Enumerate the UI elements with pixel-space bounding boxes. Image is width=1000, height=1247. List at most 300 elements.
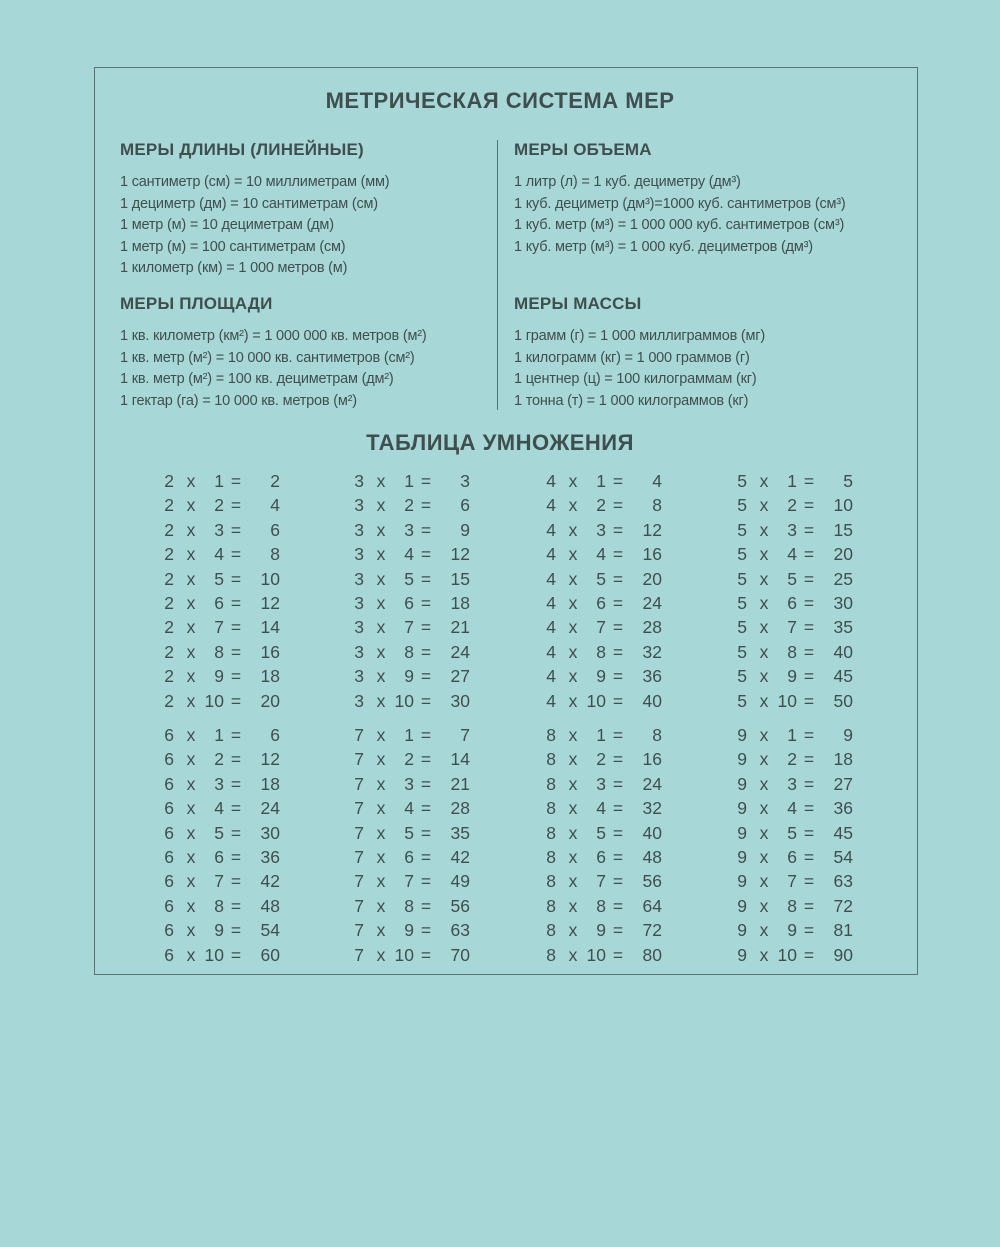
equals-sign: =	[230, 773, 242, 794]
multiplier: 1	[214, 471, 224, 491]
multiplier: 9	[596, 666, 606, 687]
times-sign: x	[376, 690, 386, 711]
product: 8	[652, 495, 662, 516]
multiplicand: 3	[354, 544, 364, 565]
product: 12	[260, 592, 280, 613]
equals-sign: =	[420, 920, 432, 941]
product: 40	[833, 641, 853, 662]
equals-sign: =	[612, 592, 624, 613]
equals-sign: =	[803, 495, 815, 516]
equals-sign: =	[803, 519, 815, 540]
times-sign: x	[568, 617, 578, 638]
equals-sign: =	[420, 519, 432, 540]
product: 63	[450, 920, 470, 941]
product: 72	[833, 895, 853, 916]
equals-sign: =	[420, 617, 432, 638]
times-sign: x	[186, 544, 196, 565]
multiplier: 4	[214, 798, 224, 819]
equals-sign: =	[803, 749, 815, 770]
times-sign: x	[568, 544, 578, 565]
multiplicand: 2	[164, 544, 174, 565]
product: 18	[833, 749, 853, 770]
times-sign: x	[376, 471, 386, 491]
times-sign: x	[759, 519, 769, 540]
multiplication-row	[350, 749, 474, 773]
product: 4	[270, 495, 280, 516]
multiplicand: 4	[546, 519, 556, 540]
multiplicand: 6	[164, 895, 174, 916]
multiplier: 10	[394, 690, 414, 711]
multiplier: 10	[586, 690, 606, 711]
multiplication-row	[733, 749, 857, 773]
multiplicand: 9	[737, 944, 747, 965]
equals-sign: =	[803, 592, 815, 613]
equals-sign: =	[230, 725, 242, 745]
multiplier: 7	[787, 617, 797, 638]
multiplication-row	[733, 920, 857, 944]
multiplicand: 6	[164, 846, 174, 867]
product: 64	[642, 895, 662, 916]
multiplication-row	[350, 896, 474, 920]
product: 50	[833, 690, 853, 711]
multiplicand: 7	[354, 920, 364, 941]
multiplier: 9	[404, 920, 414, 941]
multiplier: 4	[787, 798, 797, 819]
times-sign: x	[568, 871, 578, 892]
equals-sign: =	[420, 495, 432, 516]
section-heading: МЕРЫ ПЛОЩАДИ	[120, 294, 273, 313]
times-sign: x	[376, 895, 386, 916]
product: 10	[260, 568, 280, 589]
multiplicand: 3	[354, 495, 364, 516]
multiplicand: 2	[164, 495, 174, 516]
multiplication-row	[733, 495, 857, 519]
multiplicand: 8	[546, 895, 556, 916]
equals-sign: =	[230, 690, 242, 711]
multiplicand: 4	[546, 617, 556, 638]
product: 6	[270, 519, 280, 540]
multiplicand: 5	[737, 519, 747, 540]
equals-sign: =	[803, 895, 815, 916]
multiplication-row	[542, 896, 666, 920]
multiplication-row	[733, 471, 857, 495]
product: 4	[652, 471, 662, 491]
equals-sign: =	[420, 725, 432, 745]
times-sign: x	[376, 749, 386, 770]
equals-sign: =	[230, 666, 242, 687]
multiplicand: 7	[354, 846, 364, 867]
times-sign: x	[186, 920, 196, 941]
times-sign: x	[186, 871, 196, 892]
multiplication-row	[733, 774, 857, 798]
multiplication-row	[160, 544, 284, 568]
equals-sign: =	[612, 773, 624, 794]
equals-sign: =	[230, 592, 242, 613]
times-sign: x	[568, 773, 578, 794]
equals-sign: =	[803, 773, 815, 794]
equals-sign: =	[230, 568, 242, 589]
multiplicand: 9	[737, 773, 747, 794]
multiplier: 8	[214, 641, 224, 662]
multiplicand: 3	[354, 592, 364, 613]
multiplicand: 5	[737, 592, 747, 613]
equals-sign: =	[420, 798, 432, 819]
product: 56	[450, 895, 470, 916]
times-sign: x	[376, 822, 386, 843]
multiplier: 4	[214, 544, 224, 565]
equals-sign: =	[612, 568, 624, 589]
times-sign: x	[186, 666, 196, 687]
times-sign: x	[759, 846, 769, 867]
product: 18	[450, 592, 470, 613]
multiplier: 3	[787, 519, 797, 540]
measure-line: 1 метр (м) = 10 дециметрам (дм)	[120, 217, 334, 233]
multiplicand: 5	[737, 690, 747, 711]
equals-sign: =	[230, 944, 242, 965]
multiplicand: 8	[546, 749, 556, 770]
times-sign: x	[568, 519, 578, 540]
multiplier: 1	[787, 471, 797, 491]
equals-sign: =	[230, 617, 242, 638]
product: 6	[460, 495, 470, 516]
times-sign: x	[186, 690, 196, 711]
times-sign: x	[759, 895, 769, 916]
multiplier: 2	[596, 495, 606, 516]
times-sign: x	[759, 871, 769, 892]
multiplicand: 7	[354, 798, 364, 819]
equals-sign: =	[612, 519, 624, 540]
times-sign: x	[186, 617, 196, 638]
multiplication-row	[733, 544, 857, 568]
times-sign: x	[186, 592, 196, 613]
times-sign: x	[568, 690, 578, 711]
multiplication-block	[160, 471, 284, 715]
times-sign: x	[759, 568, 769, 589]
multiplication-title: ТАБЛИЦА УМНОЖЕНИЯ	[366, 430, 634, 455]
times-sign: x	[759, 666, 769, 687]
multiplication-row	[350, 945, 474, 969]
multiplier: 9	[214, 666, 224, 687]
product: 16	[260, 641, 280, 662]
multiplicand: 4	[546, 592, 556, 613]
multiplicand: 6	[164, 798, 174, 819]
measure-line: 1 метр (м) = 100 сантиметрам (см)	[120, 238, 346, 255]
multiplication-row	[160, 593, 284, 617]
multiplicand: 6	[164, 920, 174, 941]
multiplier: 9	[787, 920, 797, 941]
multiplication-row	[350, 725, 474, 749]
multiplier: 1	[787, 725, 797, 745]
multiplication-row	[733, 666, 857, 690]
times-sign: x	[759, 544, 769, 565]
product: 45	[833, 666, 853, 687]
measure-line: 1 куб. метр (м³) = 1 000 000 куб. сантиметров (см³)	[514, 217, 845, 233]
times-sign: x	[568, 798, 578, 819]
equals-sign: =	[612, 641, 624, 662]
multiplication-row	[160, 847, 284, 871]
multiplicand: 7	[354, 725, 364, 745]
measure-line: 1 центнер (ц) = 100 килограммам (кг)	[514, 371, 757, 387]
multiplication-row	[733, 798, 857, 822]
product: 28	[450, 798, 470, 819]
product: 56	[642, 871, 662, 892]
multiplication-row	[160, 896, 284, 920]
equals-sign: =	[420, 871, 432, 892]
multiplier: 3	[214, 773, 224, 794]
multiplier: 7	[787, 871, 797, 892]
product: 16	[642, 749, 662, 770]
product: 18	[260, 666, 280, 687]
times-sign: x	[186, 798, 196, 819]
equals-sign: =	[803, 690, 815, 711]
multiplication-row	[160, 945, 284, 969]
multiplication-row	[542, 569, 666, 593]
product: 27	[833, 773, 853, 794]
multiplier: 7	[404, 871, 414, 892]
times-sign: x	[568, 822, 578, 843]
measure-line: 1 тонна (т) = 1 000 килограммов (кг)	[514, 392, 749, 409]
multiplier: 1	[596, 471, 606, 491]
multiplicand: 7	[354, 822, 364, 843]
times-sign: x	[186, 519, 196, 540]
equals-sign: =	[612, 944, 624, 965]
times-sign: x	[376, 592, 386, 613]
product: 42	[450, 846, 470, 867]
product: 24	[642, 592, 662, 613]
equals-sign: =	[612, 822, 624, 843]
product: 54	[833, 846, 853, 867]
multiplier: 4	[404, 544, 414, 565]
times-sign: x	[759, 592, 769, 613]
multiplier: 10	[204, 690, 224, 711]
product: 48	[642, 846, 662, 867]
multiplier: 3	[214, 519, 224, 540]
measure-line: 1 килограмм (кг) = 1 000 граммов (г)	[514, 349, 750, 366]
times-sign: x	[376, 544, 386, 565]
multiplier: 9	[404, 666, 414, 687]
multiplicand: 3	[354, 519, 364, 540]
multiplicand: 4	[546, 495, 556, 516]
multiplication-row	[160, 471, 284, 495]
multiplier: 6	[214, 592, 224, 613]
equals-sign: =	[420, 773, 432, 794]
times-sign: x	[568, 895, 578, 916]
multiplier: 6	[596, 592, 606, 613]
equals-sign: =	[420, 568, 432, 589]
multiplication-row	[350, 495, 474, 519]
multiplication-row	[542, 520, 666, 544]
multiplication-row	[160, 749, 284, 773]
times-sign: x	[568, 568, 578, 589]
multiplier: 6	[787, 846, 797, 867]
product: 24	[642, 773, 662, 794]
multiplication-row	[542, 945, 666, 969]
times-sign: x	[568, 641, 578, 662]
times-sign: x	[186, 471, 196, 491]
product: 7	[460, 725, 470, 745]
multiplicand: 3	[354, 641, 364, 662]
multiplier: 6	[404, 846, 414, 867]
times-sign: x	[376, 846, 386, 867]
multiplicand: 9	[737, 846, 747, 867]
equals-sign: =	[612, 666, 624, 687]
times-sign: x	[186, 749, 196, 770]
product: 8	[652, 725, 662, 745]
product: 54	[260, 920, 280, 941]
multiplication-row	[542, 725, 666, 749]
multiplication-row	[542, 798, 666, 822]
product: 90	[833, 944, 853, 965]
equals-sign: =	[230, 544, 242, 565]
multiplier: 3	[404, 773, 414, 794]
multiplier: 1	[214, 725, 224, 745]
multiplier: 8	[596, 641, 606, 662]
multiplication-row	[542, 774, 666, 798]
multiplicand: 5	[737, 617, 747, 638]
multiplier: 5	[787, 822, 797, 843]
multiplication-row	[160, 495, 284, 519]
multiplier: 7	[596, 617, 606, 638]
multiplier: 10	[586, 944, 606, 965]
multiplier: 7	[596, 871, 606, 892]
measure-line: 1 литр (л) = 1 куб. дециметру (дм³)	[514, 174, 741, 190]
equals-sign: =	[612, 798, 624, 819]
equals-sign: =	[612, 544, 624, 565]
multiplier: 2	[596, 749, 606, 770]
product: 5	[843, 471, 853, 491]
times-sign: x	[568, 846, 578, 867]
times-sign: x	[186, 773, 196, 794]
equals-sign: =	[420, 690, 432, 711]
multiplication-row	[733, 945, 857, 969]
column-divider	[497, 140, 498, 410]
multiplier: 6	[787, 592, 797, 613]
multiplier: 5	[404, 568, 414, 589]
page-title: МЕТРИЧЕСКАЯ СИСТЕМА МЕР	[325, 88, 675, 113]
multiplicand: 2	[164, 592, 174, 613]
equals-sign: =	[420, 944, 432, 965]
multiplication-row	[542, 593, 666, 617]
equals-sign: =	[230, 895, 242, 916]
times-sign: x	[759, 749, 769, 770]
product: 15	[833, 519, 853, 540]
product: 32	[642, 798, 662, 819]
product: 15	[450, 568, 470, 589]
multiplicand: 9	[737, 895, 747, 916]
product: 49	[450, 871, 470, 892]
multiplication-row	[542, 871, 666, 895]
multiplication-row	[350, 847, 474, 871]
multiplicand: 4	[546, 690, 556, 711]
multiplication-block	[542, 471, 666, 715]
product: 24	[450, 641, 470, 662]
times-sign: x	[568, 666, 578, 687]
times-sign: x	[376, 641, 386, 662]
equals-sign: =	[803, 617, 815, 638]
times-sign: x	[568, 471, 578, 491]
multiplication-row	[160, 798, 284, 822]
product: 35	[450, 822, 470, 843]
multiplication-row	[350, 920, 474, 944]
times-sign: x	[759, 920, 769, 941]
multiplier: 3	[404, 519, 414, 540]
multiplier: 2	[404, 495, 414, 516]
equals-sign: =	[230, 471, 242, 491]
equals-sign: =	[612, 846, 624, 867]
times-sign: x	[376, 920, 386, 941]
multiplicand: 3	[354, 666, 364, 687]
multiplier: 1	[596, 725, 606, 745]
multiplier: 7	[214, 871, 224, 892]
multiplication-row	[160, 617, 284, 641]
times-sign: x	[186, 822, 196, 843]
multiplier: 2	[787, 749, 797, 770]
measure-line: 1 кв. метр (м²) = 10 000 кв. сантиметров (см²)	[120, 349, 415, 366]
times-sign: x	[376, 666, 386, 687]
times-sign: x	[376, 944, 386, 965]
times-sign: x	[186, 495, 196, 516]
section-heading: МЕРЫ МАССЫ	[514, 294, 642, 313]
multiplier: 9	[596, 920, 606, 941]
times-sign: x	[376, 568, 386, 589]
multiplier: 2	[214, 495, 224, 516]
multiplier: 4	[404, 798, 414, 819]
equals-sign: =	[612, 471, 624, 491]
product: 63	[833, 871, 853, 892]
measure-line: 1 гектар (га) = 10 000 кв. метров (м²)	[120, 392, 357, 409]
product: 30	[260, 822, 280, 843]
multiplication-row	[160, 569, 284, 593]
times-sign: x	[568, 495, 578, 516]
multiplier: 2	[787, 495, 797, 516]
multiplication-row	[160, 642, 284, 666]
product: 80	[642, 944, 662, 965]
times-sign: x	[568, 749, 578, 770]
multiplier: 9	[214, 920, 224, 941]
multiplicand: 7	[354, 871, 364, 892]
product: 25	[833, 568, 853, 589]
multiplicand: 2	[164, 690, 174, 711]
multiplication-row	[350, 691, 474, 715]
times-sign: x	[376, 798, 386, 819]
multiplicand: 5	[737, 495, 747, 516]
multiplier: 2	[404, 749, 414, 770]
multiplier: 8	[214, 895, 224, 916]
product: 21	[450, 773, 470, 794]
multiplication-row	[733, 847, 857, 871]
product: 40	[642, 822, 662, 843]
multiplicand: 9	[737, 871, 747, 892]
measure-line: 1 дециметр (дм) = 10 сантиметрам (см)	[120, 195, 378, 212]
multiplicand: 2	[164, 617, 174, 638]
product: 42	[260, 871, 280, 892]
multiplier: 8	[787, 895, 797, 916]
product: 48	[260, 895, 280, 916]
multiplicand: 3	[354, 617, 364, 638]
multiplication-row	[160, 691, 284, 715]
times-sign: x	[759, 617, 769, 638]
times-sign: x	[759, 822, 769, 843]
multiplication-row	[542, 823, 666, 847]
section-volume	[514, 140, 846, 258]
equals-sign: =	[803, 846, 815, 867]
times-sign: x	[186, 944, 196, 965]
multiplicand: 9	[737, 725, 747, 745]
product: 6	[270, 725, 280, 745]
multiplication-row	[160, 774, 284, 798]
multiplier: 2	[214, 749, 224, 770]
multiplication-row	[542, 920, 666, 944]
